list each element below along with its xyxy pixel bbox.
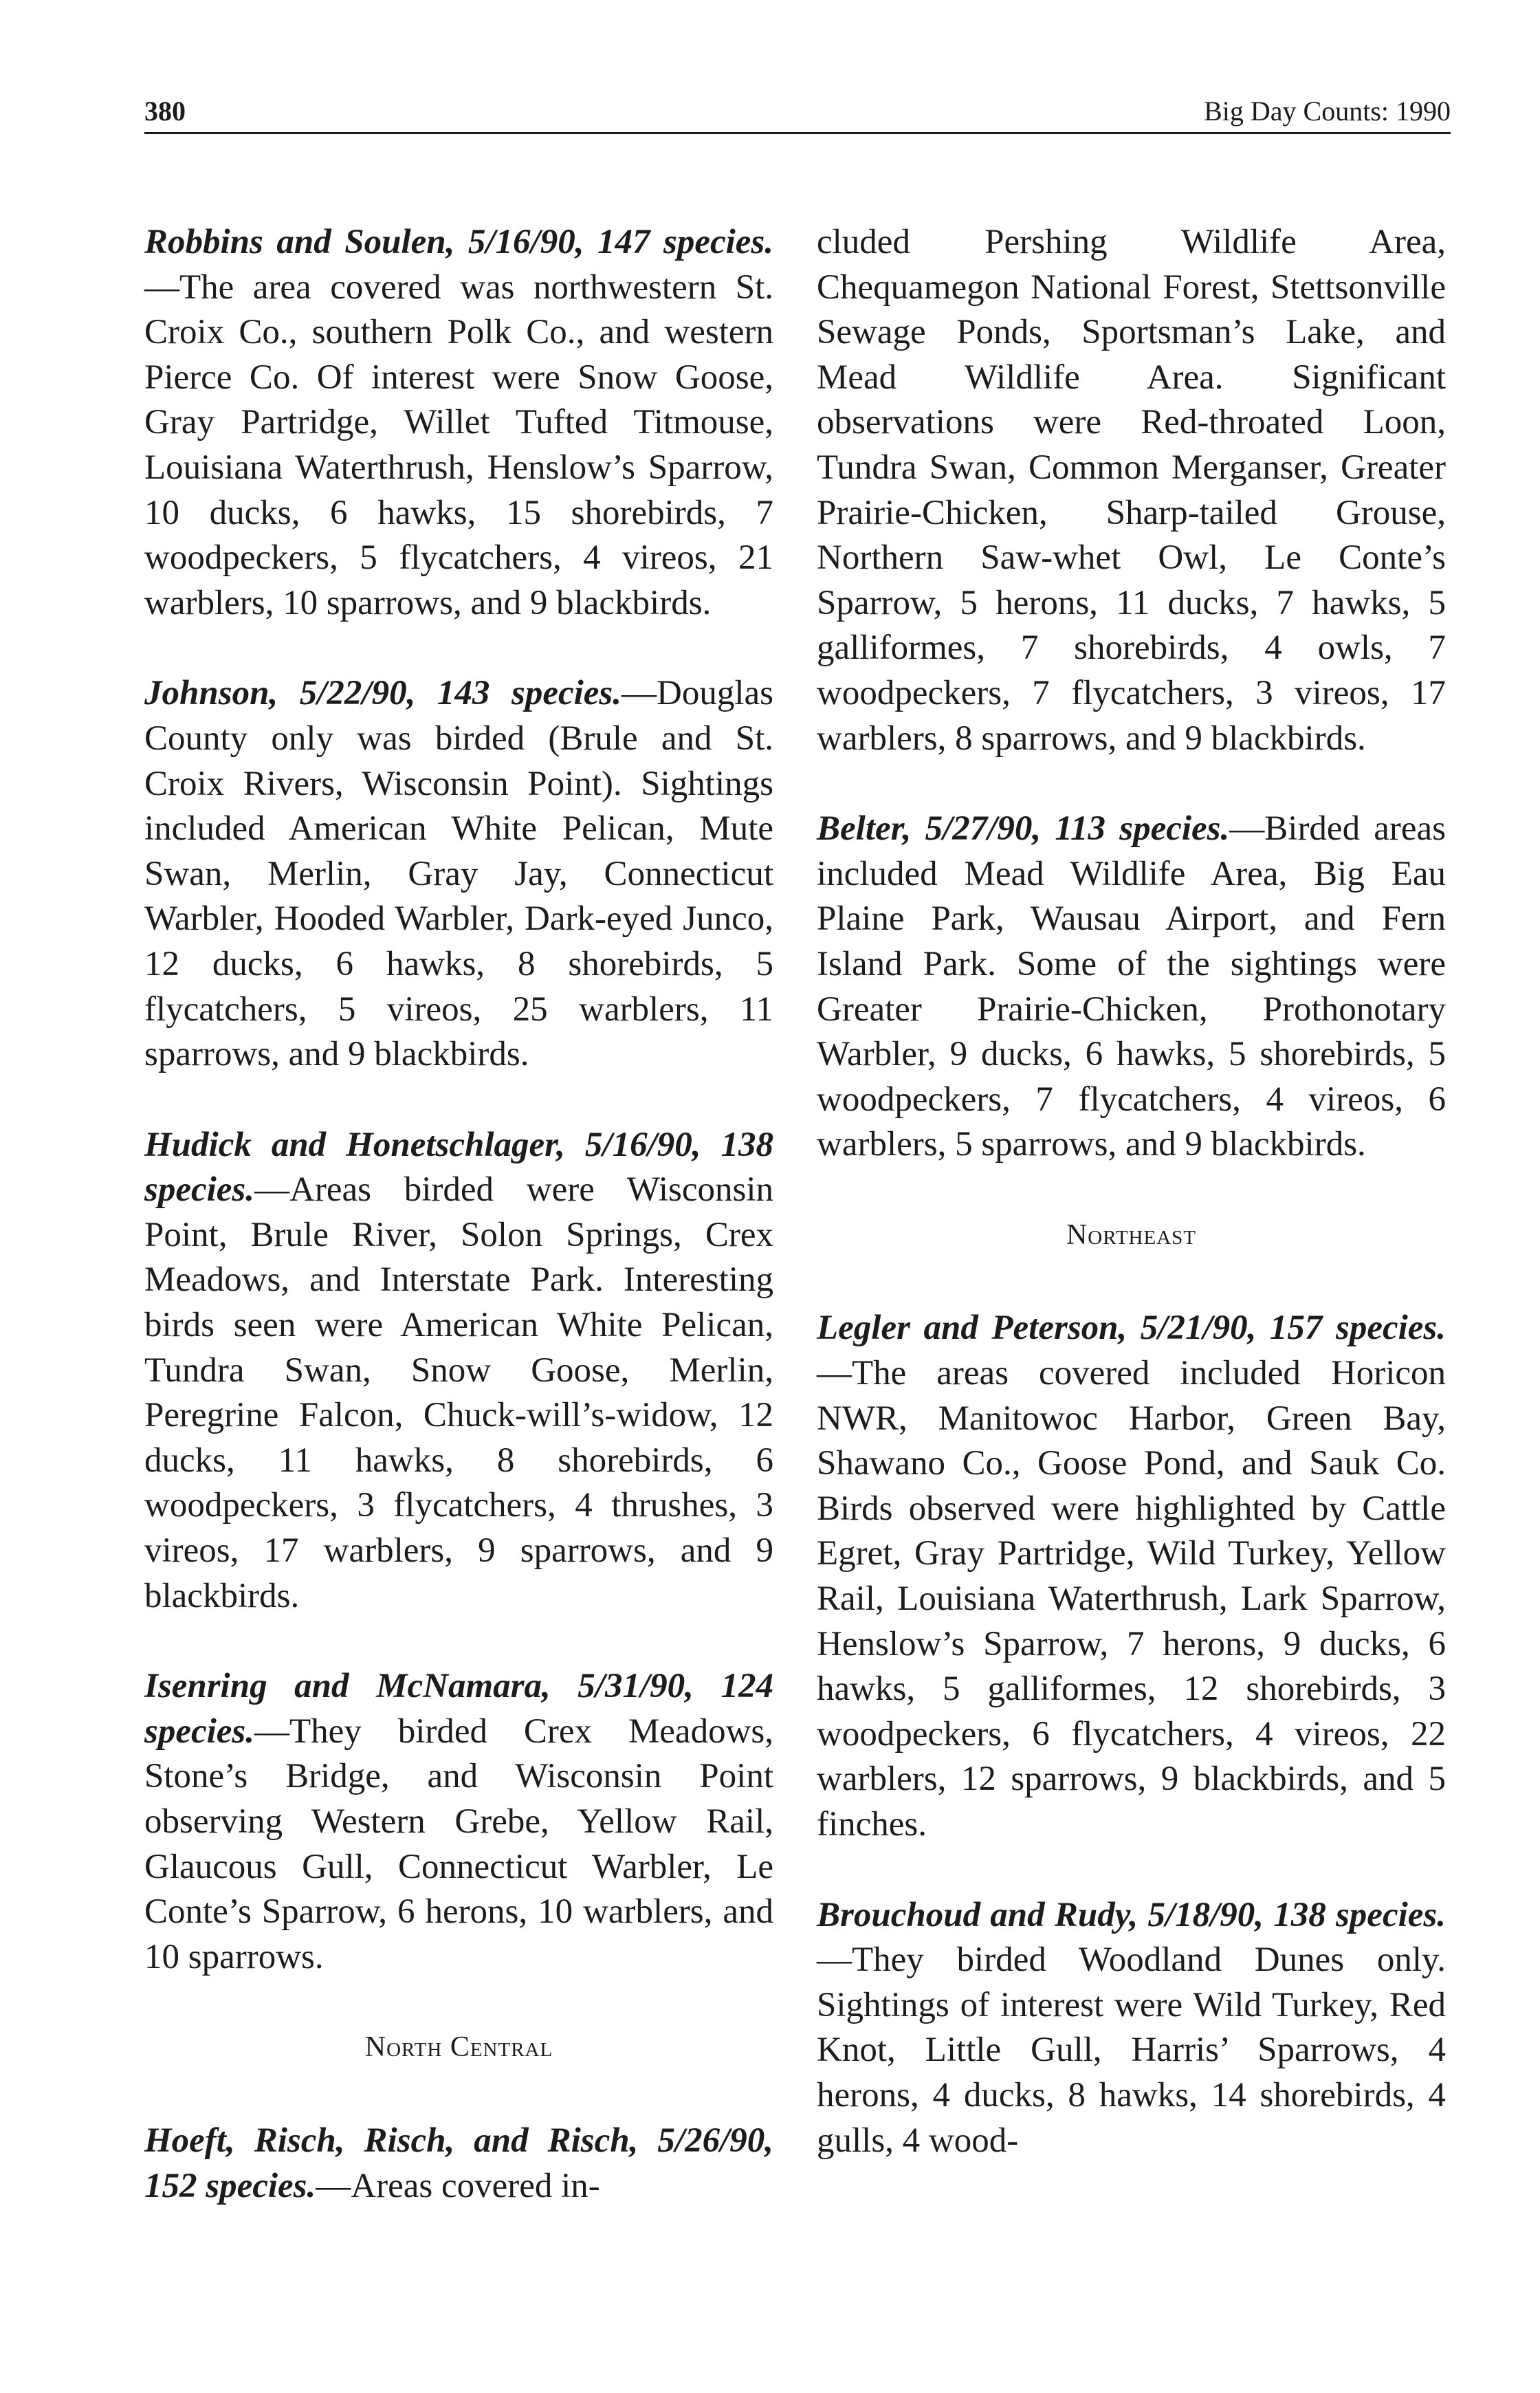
entry-text: —Areas covered in- <box>316 2166 600 2205</box>
entry-text: —They birded Woodland Dunes only. Sightings of interest were Wild Turkey, Red Knot, Little Gull, Harris’ Sparrows, 4 herons, 4 ducks, 8 hawks, 14 shorebirds, 4 gulls, 4 wood- <box>817 1941 1446 2160</box>
entry-text: —Areas birded were Wisconsin Point, Brule River, Solon Springs, Crex Meadows, and Interstate Park. Interesting birds seen were American White Pelican, Tundra Swan, Snow Goose, Merlin, Peregrine Falcon, Chuck-will’s-widow, 12 ducks, 11 hawks, 8 shorebirds, 6 woodpeckers, 3 flycatchers, 4 thrushes, 3 vireos, 17 warblers, 9 sparrows, and 9 blackbirds. <box>144 1170 773 1615</box>
entry <box>144 1664 773 1980</box>
entry <box>817 1306 1446 1847</box>
entry-lead: Isenring and McNamara, 5/31/90, 124 species. <box>144 1667 773 1751</box>
entry-text: —The areas covered included Horicon NWR, Manitowoc Harbor, Green Bay, Shawano Co., Goose Pond, and Sauk Co. Birds observed were highlighted by Cattle Egret, Gray Partridge, Wild Turkey, Yellow Rail, Louisiana Waterthrush, Lark Sparrow, Henslow’s Sparrow, 7 herons, 9 ducks, 6 hawks, 5 galliformes, 12 shorebirds, 3 woodpeckers, 6 flycatchers, 4 vireos, 22 warblers, 12 sparrows, 9 blackbirds, and 5 finches. <box>817 1354 1446 1844</box>
page-number: 380 <box>144 96 186 127</box>
entry-lead: Belter, 5/27/90, 113 species. <box>817 809 1230 849</box>
entry-lead: Legler and Peterson, 5/21/90, 157 species. <box>817 1309 1446 1348</box>
entry-continuation <box>817 220 1446 761</box>
entry <box>817 1893 1446 2164</box>
entry <box>817 807 1446 1168</box>
entry-text: —They birded Crex Meadows, Stone’s Bridge, and Wisconsin Point observing Western Grebe, Yellow Rail, Glaucous Gull, Connecticut Warbler, Le Conte’s Sparrow, 6 herons, 10 warblers, and 10 sparrows. <box>144 1712 773 1976</box>
entry-lead: Brouchoud and Rudy, 5/18/90, 138 species. <box>817 1895 1446 1934</box>
section-heading-northeast: Northeast <box>1066 1219 1197 1251</box>
page-header <box>144 95 1451 129</box>
right-column <box>817 220 1446 2209</box>
entry <box>144 2119 773 2209</box>
left-column <box>144 220 773 2254</box>
continuation-text: cluded Pershing Wildlife Area, Chequamegon National Forest, Stettsonville Sewage Ponds, Sportsman’s Lake, and Mead Wildlife Area. Significant observations were Red-throated Loon, Tundra Swan, Common Merganser, Greater Prairie-Chicken, Sharp-tailed Grouse, Northern Saw-whet Owl, Le Conte’s Sparrow, 5 herons, 11 ducks, 7 hawks, 5 galliformes, 7 shorebirds, 4 owls, 7 woodpeckers, 7 flycatchers, 3 vireos, 17 warblers, 8 sparrows, and 9 blackbirds. <box>817 223 1446 758</box>
entry-lead: Johnson, 5/22/90, 143 species. <box>144 674 622 713</box>
entry-lead: Hoeft, Risch, Risch, and Risch, 5/26/90, 152 species. <box>144 2121 773 2205</box>
section-heading-north-central: North Central <box>364 2031 553 2064</box>
entry <box>144 671 773 1077</box>
header-rule <box>144 132 1451 134</box>
entry-text: —The area covered was northwestern St. Croix Co., southern Polk Co., and western Pierce Co. Of interest were Snow Goose, Gray Partridge, Willet Tufted Titmouse, Louisiana Waterthrush, Henslow’s Sparrow, 10 ducks, 6 hawks, 15 shorebirds, 7 woodpeckers, 5 flycatchers, 4 vireos, 21 warblers, 10 sparrows, and 9 blackbirds. <box>144 267 773 622</box>
running-title: Big Day Counts: 1990 <box>1204 96 1451 127</box>
entry-text: —Birded areas included Mead Wildlife Area, Big Eau Plaine Park, Wausau Airport, and Fern Island Park. Some of the sightings were Greater Prairie-Chicken, Prothonotary Warbler, 9 ducks, 6 hawks, 5 shorebirds, 5 woodpeckers, 7 flycatchers, 4 vireos, 6 warblers, 5 sparrows, and 9 blackbirds. <box>817 809 1446 1164</box>
entry <box>144 220 773 626</box>
entry <box>144 1123 773 1619</box>
entry-lead: Robbins and Soulen, 5/16/90, 147 species. <box>144 223 773 261</box>
entry-text: —Douglas County only was birded (Brule and St. Croix Rivers, Wisconsin Point). Sightings included American White Pelican, Mute Swan, Merlin, Gray Jay, Connecticut Warbler, Hooded Warbler, Dark-eyed Junco, 12 ducks, 6 hawks, 8 shorebirds, 5 flycatchers, 5 vireos, 25 warblers, 11 sparrows, and 9 blackbirds. <box>144 674 773 1074</box>
entry-lead: Hudick and Honetschlager, 5/16/90, 138 species. <box>144 1125 773 1210</box>
